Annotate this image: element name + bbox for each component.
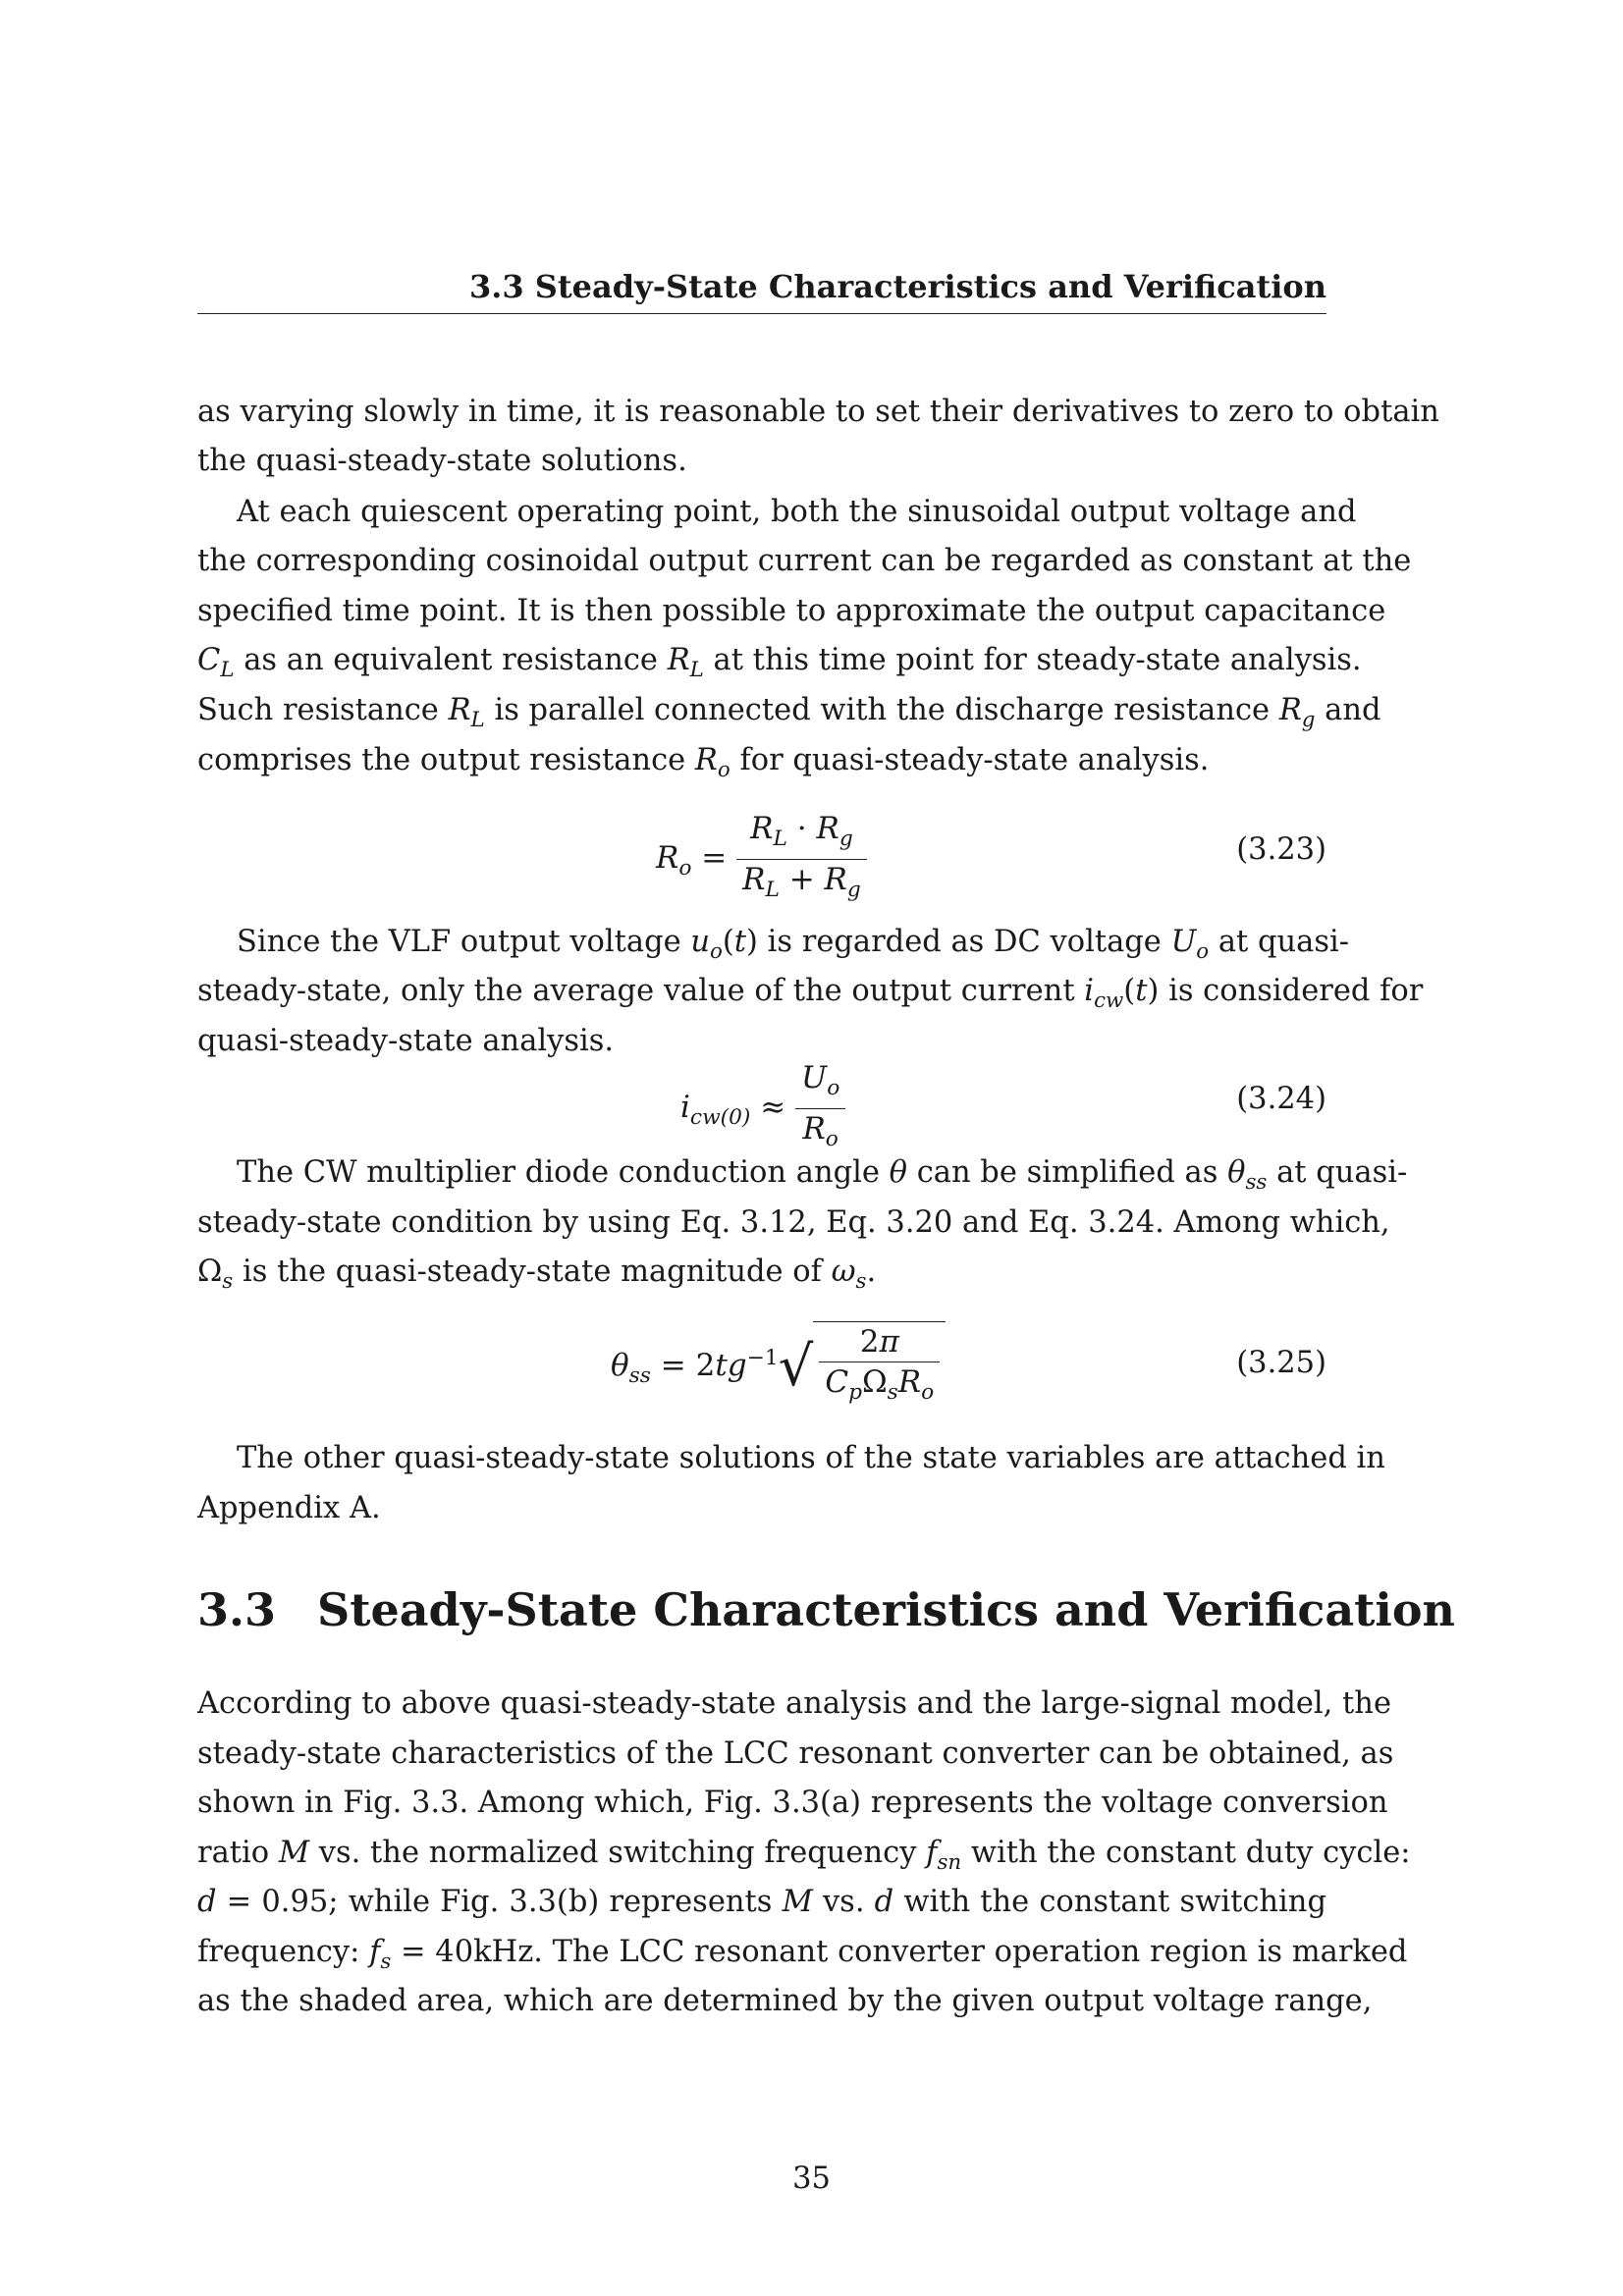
paragraph-line: ratio M vs. the normalized switching frequency $f_{sn}$ with the constant duty cycle: [197,1836,1411,1876]
section-heading [197,1582,1455,1637]
paragraph-line: The other quasi-steady-state solutions of the state variables are attached in [237,1441,1385,1475]
equation-3-23: $R_o$ = $\frac{R_L \cdot R_g}{R_L + R_g}$ [656,809,867,910]
running-header-title: 3.3 Steady-State Characteristics and Verification [468,268,1326,305]
paragraph-line: the corresponding cosinoidal output current can be regarded as constant at the [197,544,1412,578]
paragraph-line: $C_L$ as an equivalent resistance $R_L$ at this time point for steady-state analysis. [197,643,1362,683]
paragraph-line: as the shaded area, which are determined by the given output voltage range, [197,1984,1373,2018]
paragraph-line: Since the VLF output voltage $u_o(t)$ is regarded as DC voltage $U_o$ at quasi- [237,925,1350,965]
section-title: Steady-State Characteristics and Verification [317,1583,1455,1636]
paragraph-line: Appendix A. [197,1491,381,1525]
paragraph-line: Such resistance $R_L$ is parallel connected with the discharge resistance $R_g$ and [197,693,1381,733]
paragraph-line: steady-state, only the average value of the output current $i_{cw}(t)$ is considered for [197,974,1424,1014]
equation-number: (3.25) [1236,1346,1326,1380]
paragraph-line: At each quiescent operating point, both the sinusoidal output voltage and [237,495,1357,529]
equation-number: (3.23) [1236,832,1326,867]
paragraph-line: According to above quasi-steady-state analysis and the large-signal model, the [197,1686,1391,1721]
paragraph-line: frequency: $f_s = 40kHz$. The LCC resonant converter operation region is marked [197,1935,1408,1975]
paragraph-line: steady-state characteristics of the LCC resonant converter can be obtained, as [197,1736,1394,1771]
paragraph-line: comprises the output resistance $R_o$ for quasi-steady-state analysis. [197,743,1210,783]
paragraph-line: d = 0.95; while Fig. 3.3(b) represents M vs. d with the constant switching [197,1885,1326,1919]
section-number: 3.3 [197,1583,277,1636]
paragraph-line: the quasi-steady-state solutions. [197,444,687,478]
equation-number: (3.24) [1236,1082,1326,1116]
paragraph-line: as varying slowly in time, it is reasonable to set their derivatives to zero to obtain [197,395,1439,429]
header-rule [197,313,1326,314]
equation-3-24: $i_{cw(0)}$ ≈ $\frac{U_o}{R_o}$ [680,1058,845,1159]
paragraph-line: steady-state condition by using Eq. 3.12, Eq. 3.20 and Eq. 3.24. Among which, [197,1205,1390,1240]
paragraph-line: specified time point. It is then possible to approximate the output capacitance [197,594,1386,628]
paragraph-line: The CW multiplier diode conduction angle θ can be simplified as $\theta_{ss}$ at quasi- [237,1155,1408,1196]
paragraph-line: quasi-steady-state analysis. [197,1024,615,1058]
paragraph-line: shown in Fig. 3.3. Among which, Fig. 3.3(a) represents the voltage conversion [197,1786,1388,1820]
equation-3-25: $\theta_{ss} = 2tg^{-1}√$ $\frac{2\pi}{C_p\Omega_sR_o}$ [611,1321,946,1413]
page-number: 35 [792,2162,831,2196]
paragraph-line: $\Omega_s$ is the quasi-steady-state magnitude of $\omega_s$. [197,1255,877,1295]
